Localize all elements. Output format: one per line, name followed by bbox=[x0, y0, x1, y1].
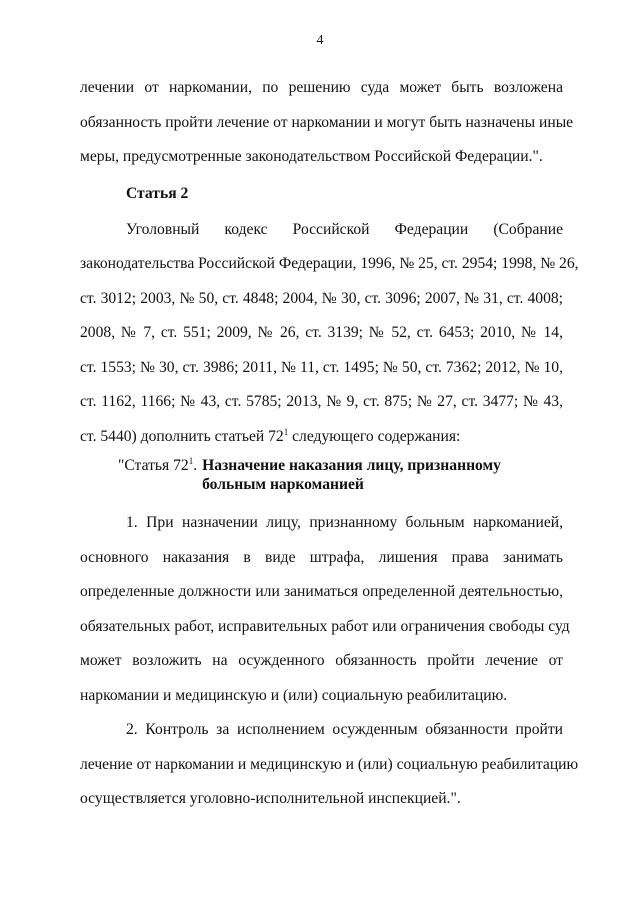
text-line: 2008, № 7, ст. 551; 2009, № 26, ст. 3139; № 52, ст. 6453; 2010, № 14, bbox=[80, 324, 563, 341]
article-title bbox=[80, 456, 563, 494]
text-line: обязательных работ, исправительных работ или ограничения свободы суд bbox=[80, 617, 570, 635]
article-title-prefix: "Статья 72 bbox=[118, 457, 189, 474]
text-line: законодательства Российской Федерации, 1996, № 25, ст. 2954; 1998, № 26, bbox=[80, 255, 579, 272]
page-number: 4 bbox=[316, 33, 324, 48]
document-body bbox=[80, 71, 579, 817]
text-line: обязанность пройти лечение от наркомании и могут быть назначены иные bbox=[80, 113, 574, 131]
text-line: ст. 3012; 2003, № 50, ст. 4848; 2004, № 30, ст. 3096; 2007, № 31, ст. 4008; bbox=[80, 289, 563, 307]
superscript: 1 bbox=[188, 455, 194, 466]
text-line: наркомании и медицинскую и (или) социальную реабилитацию. bbox=[80, 686, 508, 704]
text-line: Уголовный кодекс Российской Федерации (Собрание bbox=[126, 220, 563, 238]
article-heading: Статья 2 bbox=[126, 184, 189, 202]
article-title-dot: . bbox=[193, 457, 198, 474]
text-line: лечение от наркомании и медицинскую и (или) социальную реабилитацию bbox=[80, 755, 579, 773]
text-line: основного наказания в виде штрафа, лишения права занимать bbox=[80, 548, 563, 566]
text-fragment: ст. 5440) дополнить статьей 72 bbox=[80, 427, 284, 445]
text-line: ст. 1553; № 30, ст. 3986; 2011, № 11, ст. 1495; № 50, ст. 7362; 2012, № 10, bbox=[80, 358, 563, 376]
article-title-text: Назначение наказания лицу, признанному больным наркоманией bbox=[202, 457, 501, 493]
text-line: определенные должности или заниматься определенной деятельностью, bbox=[80, 583, 563, 600]
superscript: 1 bbox=[283, 426, 289, 437]
text-line: лечении от наркомании, по решению суда может быть возложена bbox=[80, 79, 563, 96]
text-line: меры, предусмотренные законодательством Российской Федерации.". bbox=[80, 148, 543, 165]
text-line: может возложить на осужденного обязанность пройти лечение от bbox=[80, 652, 563, 669]
text-line: 2. Контроль за исполнением осужденным обязанности пройти bbox=[126, 721, 563, 738]
text-line: ст. 1162, 1166; № 43, ст. 5785; 2013, № 9, ст. 875; № 27, ст. 3477; № 43, bbox=[80, 393, 563, 410]
text-fragment: следующего содержания: bbox=[288, 427, 461, 445]
text-line: осуществляется уголовно-исполнительной инспекцией.". bbox=[80, 790, 461, 807]
text-line bbox=[80, 420, 563, 455]
text-line: 1. При назначении лицу, признанному больным наркоманией, bbox=[126, 514, 563, 531]
